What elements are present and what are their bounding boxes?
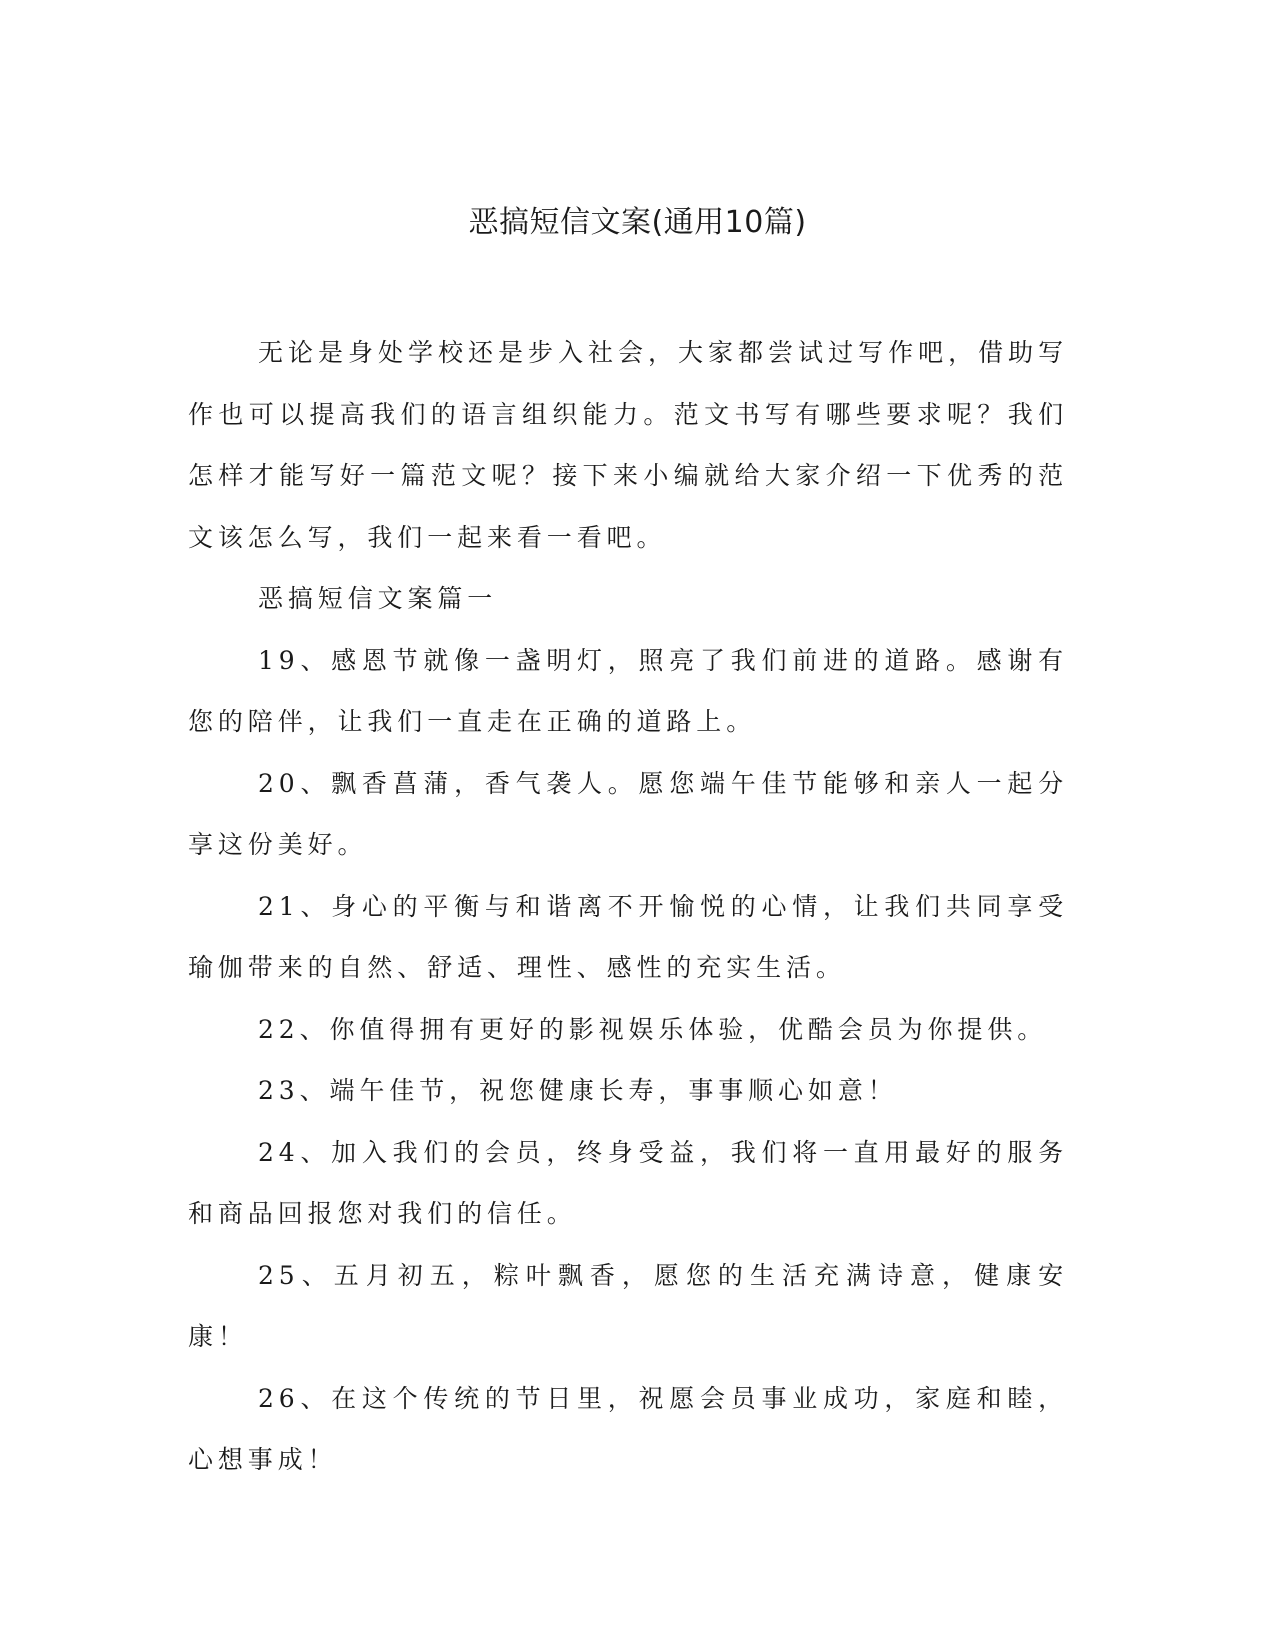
section-heading: 恶搞短信文案篇一 (258, 584, 498, 613)
intro-paragraph: 无论是身处学校还是步入社会，大家都尝试过写作吧，借助写作也可以提高我们的语言组织能力。范文书写有哪些要求呢？我们怎样才能写好一篇范文呢？接下来小编就给大家介绍一下优秀的范文该怎么写，我们一起来看一看吧。 (188, 338, 1068, 552)
document-body (188, 322, 1068, 1491)
document-title: 恶搞短信文案(通用10篇) (468, 205, 807, 240)
list-item: 20、飘香菖蒲，香气袭人。愿您端午佳节能够和亲人一起分享这份美好。 (188, 768, 1068, 859)
list-item: 19、感恩节就像一盏明灯，照亮了我们前进的道路。感谢有您的陪伴，让我们一直走在正确的道路上。 (188, 645, 1068, 736)
list-item: 26、在这个传统的节日里，祝愿会员事业成功，家庭和睦，心想事成！ (188, 1383, 1068, 1474)
list-item: 22、你值得拥有更好的影视娱乐体验，优酷会员为你提供。 (258, 1014, 1048, 1044)
list-item: 25、五月初五，粽叶飘香，愿您的生活充满诗意，健康安康！ (188, 1260, 1068, 1351)
list-item: 23、端午佳节，祝您健康长寿，事事顺心如意！ (258, 1076, 898, 1105)
list-item: 21、身心的平衡与和谐离不开愉悦的心情，让我们共同享受瑜伽带来的自然、舒适、理性、感性的充实生活。 (188, 891, 1068, 982)
list-item: 24、加入我们的会员，终身受益，我们将一直用最好的服务和商品回报您对我们的信任。 (188, 1137, 1068, 1228)
